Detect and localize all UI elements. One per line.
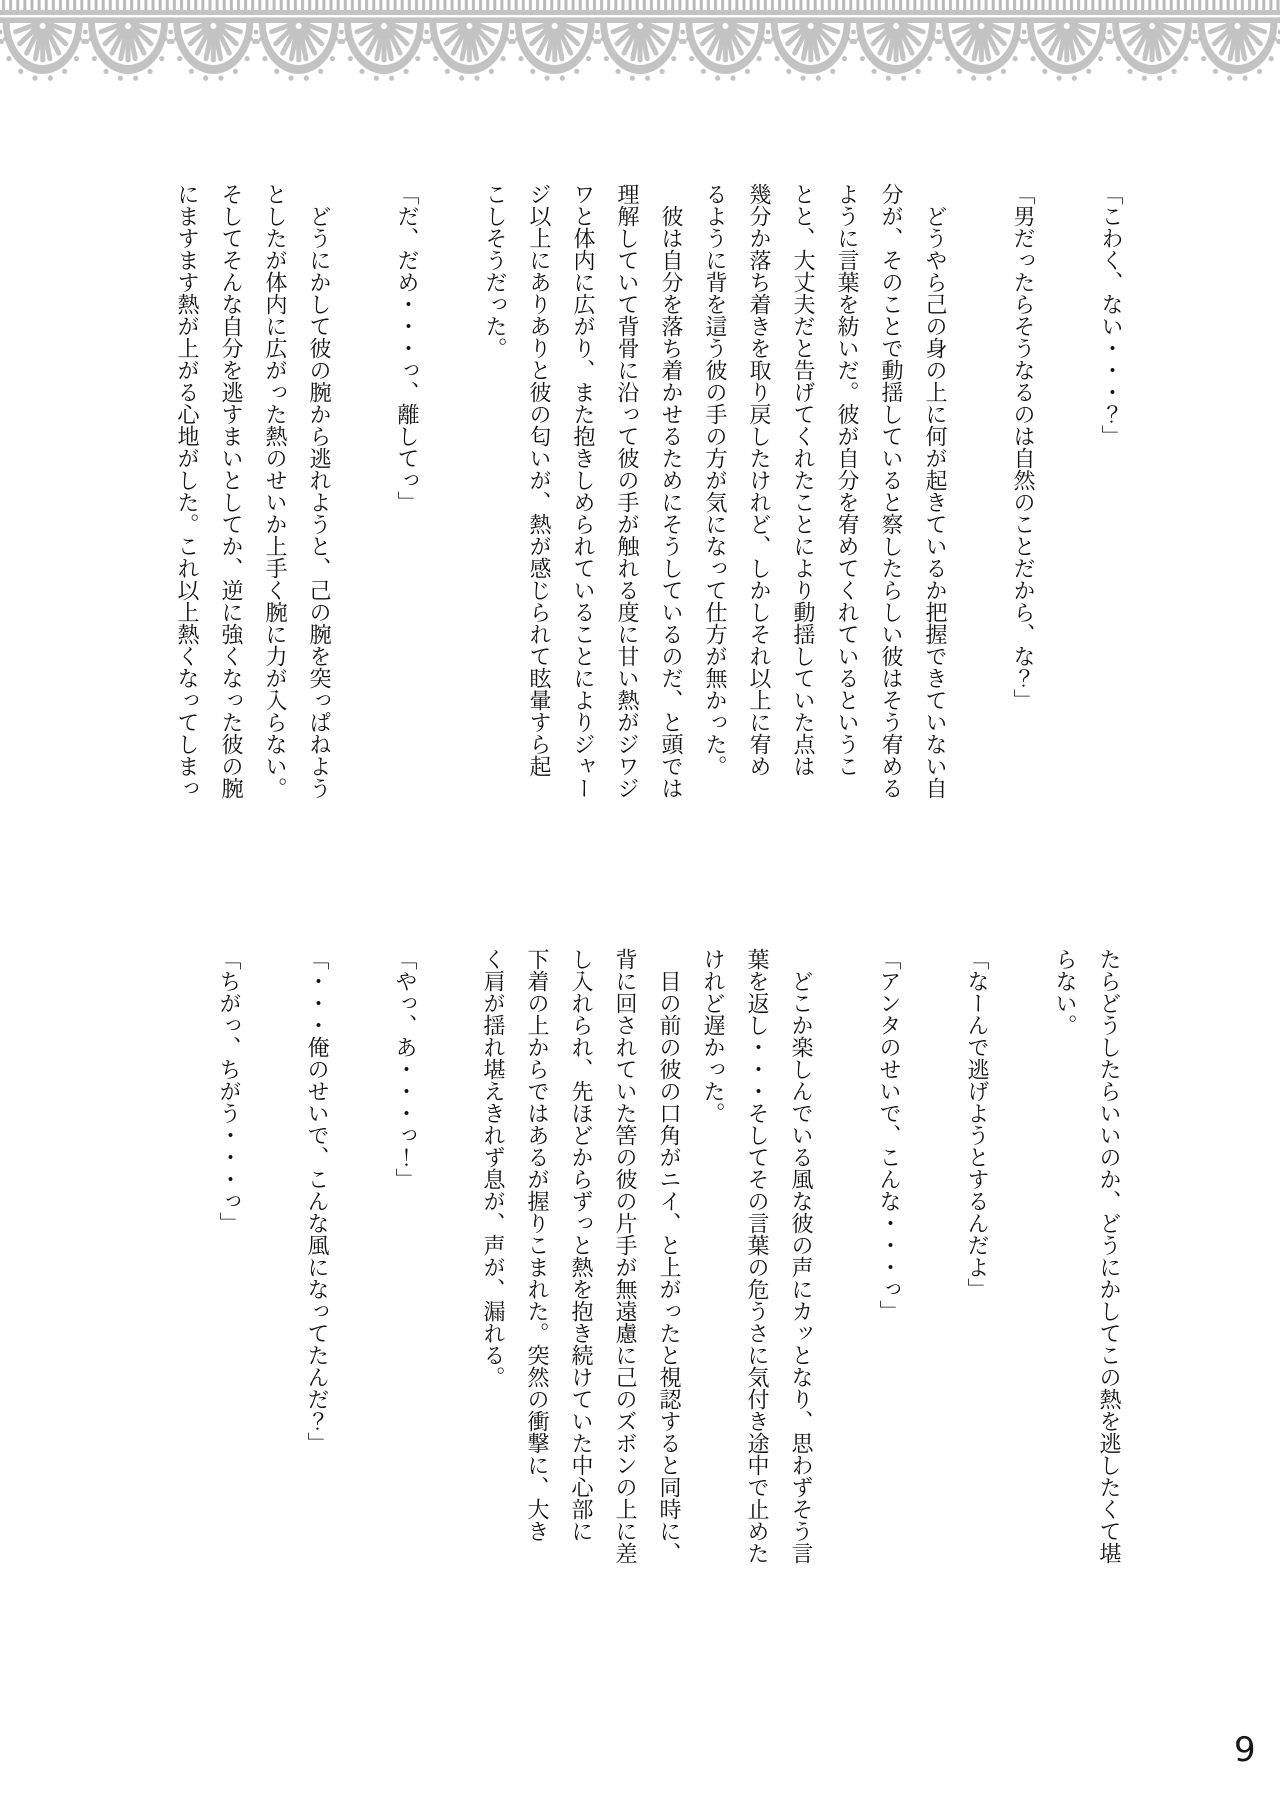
text-line: にますます熱が上がる心地がした。これ以上熱くなってしまっ bbox=[174, 183, 199, 799]
text-line: とと、大丈夫だと告げてくれたことにより動揺していた点は bbox=[790, 183, 815, 777]
text-line: 目の前の彼の口角がニイ、と上がったと視認すると同時に、 bbox=[656, 948, 681, 1564]
text-line: ジ以上にありありと彼の匂いが、熱が感じられて眩暈すら起 bbox=[526, 183, 551, 777]
blank-line bbox=[910, 948, 954, 1572]
text-line: らない。 bbox=[1052, 948, 1077, 1036]
page-number: 9 bbox=[1234, 1730, 1256, 1770]
text-line: 「だ、だめ・・・っ、離してっ」 bbox=[394, 183, 419, 513]
text-line: 「やっ、あ・・・っ！」 bbox=[392, 948, 417, 1190]
text-line: し入れられ、先ほどからずっと熱を抱き続けていた中心部に bbox=[568, 948, 593, 1542]
text-line: 彼は自分を落ち着かせるためにそうしているのだ、と頭では bbox=[658, 183, 683, 799]
text-line: 「ちがっ、ちがう・・・っ」 bbox=[216, 948, 241, 1234]
text-line: としたが体内に広がった熱のせいか上手く腕に力が入らない。 bbox=[262, 183, 287, 799]
text-line: 分が、そのことで動揺していると察したらしい彼はそう宥める bbox=[878, 183, 903, 799]
blank-line bbox=[338, 948, 382, 1572]
text-line: けれど遅かった。 bbox=[700, 948, 725, 1124]
text-line: どうやら己の身の上に何が起きているか把握できていない自 bbox=[922, 183, 947, 799]
text-line: 「なーんで逃げようとするんだよ」 bbox=[964, 948, 989, 1300]
text-line: ワと体内に広がり、また抱きしめられていることによりジャー bbox=[570, 183, 595, 799]
blank-line bbox=[822, 948, 866, 1572]
text-line: ように言葉を紡いだ。彼が自分を宥めてくれているというこ bbox=[834, 183, 859, 777]
text-line: こしそうだった。 bbox=[482, 183, 507, 359]
upper-text-block bbox=[164, 183, 1132, 807]
text-line: く肩が揺れ堪えきれず息が、声が、漏れる。 bbox=[480, 948, 505, 1388]
text-line: 「こわく、ない・・・？」 bbox=[1098, 183, 1123, 447]
blank-line bbox=[340, 183, 384, 807]
text-line: 「男だったらそうなるのは自然のことだから、な？」 bbox=[1010, 183, 1035, 711]
text-line: そしてそんな自分を逃すまいとしてか、逆に強くなった彼の腕 bbox=[218, 183, 243, 799]
blank-line bbox=[250, 948, 294, 1572]
text-line: どうにかして彼の腕から逃れようと、己の腕を突っぱねよう bbox=[306, 183, 331, 799]
text-line: 下着の上からではあるが握りこまれた。突然の衝撃に、大き bbox=[524, 948, 549, 1542]
text-line: 葉を返し・・・そしてその言葉の危うさに気付き途中で止めた bbox=[744, 948, 769, 1564]
text-line: 「アンタのせいで、こんな・・・っ」 bbox=[876, 948, 901, 1322]
text-line: 背に回されていた筈の彼の片手が無遠慮に己のズボンの上に差 bbox=[612, 948, 637, 1564]
blank-line bbox=[998, 948, 1042, 1572]
blank-line bbox=[426, 948, 470, 1572]
blank-line bbox=[1044, 183, 1088, 807]
blank-line bbox=[428, 183, 472, 807]
lower-text-block bbox=[206, 948, 1130, 1572]
lace-border bbox=[0, 0, 1280, 100]
text-line: たらどうしたらいいのか、どうにかしてこの熱を逃したくて堪 bbox=[1096, 948, 1121, 1564]
blank-line bbox=[956, 183, 1000, 807]
text-line: るように背を這う彼の手の方が気になって仕方が無かった。 bbox=[702, 183, 727, 777]
text-line: どこか楽しんでいる風な彼の声にカッとなり、思わずそう言 bbox=[788, 948, 813, 1564]
text-line: 理解していて背骨に沿って彼の手が触れる度に甘い熱がジワジ bbox=[614, 183, 639, 799]
text-line: 「・・・俺のせいで、こんな風になってたんだ？」 bbox=[304, 948, 329, 1454]
text-line: 幾分か落ち着きを取り戻したけれど、しかしそれ以上に宥め bbox=[746, 183, 771, 777]
